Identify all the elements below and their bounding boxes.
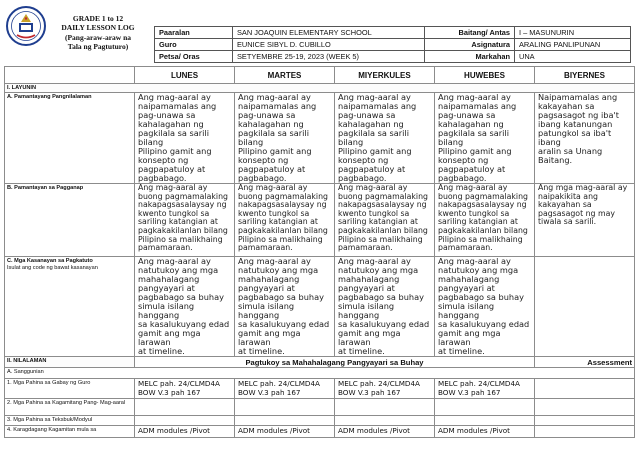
baitang-label: Baitang/ Antas: [425, 27, 515, 39]
petsa-value: SETYEMBRE 25-19, 2023 (WEEK 5): [233, 51, 425, 63]
cell-text-line: pagkilala sa sarili bilang: [138, 128, 209, 147]
cell-text-line: kwento tungkol sa: [438, 208, 510, 218]
cell-text-line: buong pagmamalaking: [338, 191, 428, 201]
cell-text-line: pamamaraan.: [138, 243, 193, 253]
cell-text-line: at timeline.: [338, 346, 385, 356]
cell-text-line: pagbabago.: [438, 173, 487, 183]
cell-text-line: pagkilala sa sarili bilang: [338, 128, 409, 147]
kagamitang-tuesday: [235, 399, 335, 416]
cell-text-line: kakayahan sa: [538, 101, 595, 111]
cell-text-line: sariling katangian at: [438, 217, 518, 227]
cell-text-line: Naipamamalas ang: [538, 92, 618, 102]
cell-text-line: Pilipino gamit ang: [138, 146, 212, 156]
pagganap-monday: [135, 184, 235, 257]
cell-text-line: naipamamalas ang: [338, 101, 417, 111]
gabay-monday: [135, 379, 235, 399]
cell-text-line: pagkilala sa sarili bilang: [438, 128, 509, 147]
cell-text-line: sariling katangian at: [138, 217, 218, 227]
cell-text-line: Ang mag-aaral ay: [338, 92, 411, 102]
day-tuesday: MARTES: [235, 67, 335, 84]
cell-text-line: Ang mag-aaral ay: [438, 92, 511, 102]
pangnilalaman-friday: [535, 93, 635, 184]
cell-text-line: simula isilang hanggang: [438, 301, 495, 320]
karagdagang-row: [5, 426, 635, 438]
cell-text-line: at timeline.: [238, 346, 285, 356]
cell-text-line: gamit ang mga larawan: [238, 328, 301, 347]
cell-text-line: pangyayari at: [238, 283, 295, 293]
cell-text-line: BOW V.3 pah 167: [338, 387, 401, 397]
cell-text-line: buong pagmamalaking: [438, 191, 528, 201]
pamantayan-sa-pagganap-label: [5, 184, 135, 257]
cell-text-line: kahalagahan ng: [238, 119, 304, 129]
pangnilalaman-wednesday: [335, 93, 435, 184]
school-info-row: [155, 39, 631, 51]
cell-text-line: pag-unawa sa: [438, 110, 496, 120]
cell-text-line: BOW V.3 pah 167: [138, 387, 201, 397]
cell-text-line: MELC pah. 24/CLMD4A: [338, 379, 420, 389]
pangnilalaman-thursday: [435, 93, 535, 184]
cell-text-line: MELC pah. 24/CLMD4A: [438, 379, 520, 389]
day-friday: BIYERNES: [535, 67, 635, 84]
cell-text-line: pagpapatuloy at: [138, 164, 206, 174]
cell-text-line: pamamaraan.: [338, 243, 393, 253]
cell-text-line: natutukoy ang mga: [138, 265, 219, 275]
cell-text-line: konsepto ng: [338, 155, 389, 165]
row-label-text: A. Pamantayang Pangnilalaman: [7, 94, 92, 100]
dll-title-line: Tala ng Pagtuturo): [67, 42, 129, 52]
dll-title-line: DAILY LESSON LOG: [61, 23, 135, 33]
cell-text-line: mahahalagang: [438, 274, 500, 284]
cell-text-line: sa kasalukuyang edad: [438, 319, 530, 329]
cell-text-line: mahahalagang: [238, 274, 300, 284]
cell-text-line: gamit ang mga larawan: [138, 328, 201, 347]
lesson-log-table: [4, 66, 635, 438]
cell-text-line: Ang mag-aaral ay: [238, 92, 311, 102]
baitang-value: I – MASUNURIN: [515, 27, 631, 39]
cell-text-line: sa kasalukuyang edad: [138, 319, 230, 329]
cell-text-line: natutukoy ang mga: [338, 265, 419, 275]
pagganap-tuesday: [235, 184, 335, 257]
cell-text-line: Pilipino gamit ang: [338, 146, 412, 156]
pagganap-thursday: [435, 184, 535, 257]
cell-text-line: pamamaraan.: [238, 243, 293, 253]
cell-text-line: sariling katangian at: [238, 217, 318, 227]
cell-text-line: pagkilala sa sarili bilang: [238, 128, 309, 147]
teksbuk-wednesday: [335, 416, 435, 426]
paaralan-label: Paaralan: [155, 27, 233, 39]
assessment-label: Assessment: [535, 357, 635, 368]
paaralan-value: SAN JOAQUIN ELEMENTARY SCHOOL: [233, 27, 425, 39]
cell-text-line: Ang mag-aaral ay: [138, 256, 211, 266]
cell-text-line: natutukoy ang mga: [238, 265, 319, 275]
cell-text-line: pagbabago.: [138, 173, 187, 183]
cell-text-line: kahalagahan ng: [338, 119, 404, 129]
sanggunian-row: [5, 368, 635, 379]
gabay-row: [5, 379, 635, 399]
cell-text-line: Ang mag-aaral ay: [238, 256, 311, 266]
row-label-text: C. Mga Kasanayan sa Pagkatuto: [7, 258, 93, 264]
cell-text-line: nakapagsasalaysay ng: [138, 200, 227, 210]
gabay-wednesday: [335, 379, 435, 399]
cell-text-line: ibang katanungan: [538, 119, 613, 129]
markahan-label: Markahan: [425, 51, 515, 63]
pamantayang-pangnilalaman-label: [5, 93, 135, 184]
nilalaman-row: [5, 357, 635, 368]
cell-text-line: pagkakakilanlan bilang: [438, 225, 528, 235]
cell-text-line: Ang mag-aaral ay: [238, 183, 308, 192]
kasanayan-wednesday: [335, 257, 435, 357]
cell-text-line: at timeline.: [438, 346, 485, 356]
cell-text-line: konsepto ng: [238, 155, 289, 165]
cell-text-line: nakapagsasalaysay ng: [438, 200, 527, 210]
gabay-friday: [535, 379, 635, 399]
cell-text-line: nakapagsasalaysay ng: [338, 200, 427, 210]
kasanayan-monday: [135, 257, 235, 357]
cell-text-line: pagpapatuloy at: [238, 164, 306, 174]
day-header-row: [5, 67, 635, 84]
day-thursday: HUWEBES: [435, 67, 535, 84]
cell-text-line: tiwala sa sarili.: [538, 217, 597, 227]
deped-seal-icon: [6, 6, 46, 46]
cell-text-line: at timeline.: [138, 346, 185, 356]
school-info-row: [155, 27, 631, 39]
cell-text-line: pagpapatuloy at: [338, 164, 406, 174]
cell-text-line: naipamamalas ang: [438, 101, 517, 111]
cell-text-line: aralin sa Unang Baitang.: [538, 146, 603, 165]
cell-text-line: simula isilang hanggang: [138, 301, 195, 320]
asignatura-value: ARALING PANLIPUNAN: [515, 39, 631, 51]
karagdagang-wednesday: ADM modules /Pivot: [335, 426, 435, 438]
cell-text-line: BOW V.3 pah 167: [238, 387, 301, 397]
karagdagang-thursday: ADM modules /Pivot: [435, 426, 535, 438]
cell-text-line: pagbabago.: [338, 173, 387, 183]
cell-text-line: pagkakakilanlan bilang: [138, 225, 228, 235]
cell-text-line: gamit ang mga larawan: [438, 328, 501, 347]
cell-text-line: kwento tungkol sa: [238, 208, 310, 218]
kasanayan-friday: [535, 257, 635, 357]
day-monday: LUNES: [135, 67, 235, 84]
gabay-tuesday: [235, 379, 335, 399]
cell-text-line: konsepto ng: [438, 155, 489, 165]
cell-text-line: MELC pah. 24/CLMD4A: [238, 379, 320, 389]
cell-text-line: pamamaraan.: [438, 243, 493, 253]
school-info-table: [154, 26, 631, 63]
karagdagang-tuesday: ADM modules /Pivot: [235, 426, 335, 438]
kagamitang-label: 2. Mga Pahina sa Kagamitang Pang- Mag-aaral: [5, 399, 135, 416]
teksbuk-label: 3. Mga Pahina sa Teksbuk/Modyul: [5, 416, 135, 426]
cell-text-line: pagpapatuloy at: [438, 164, 506, 174]
layunin-section-label: I. LAYUNIN: [5, 84, 635, 93]
cell-text-line: naipamamalas ang: [238, 101, 317, 111]
cell-text-line: kwento tungkol sa: [338, 208, 410, 218]
cell-text-line: konsepto ng: [138, 155, 189, 165]
cell-text-line: pangyayari at: [438, 283, 495, 293]
cell-text-line: nakapagsasalaysay ng: [238, 200, 327, 210]
cell-text-line: Ang mag-aaral ay: [438, 256, 511, 266]
cell-text-line: gamit ang mga larawan: [338, 328, 401, 347]
karagdagang-friday: [535, 426, 635, 438]
kasanayan-row: [5, 257, 635, 357]
kagamitang-wednesday: [335, 399, 435, 416]
cell-text-line: pagbabago sa buhay: [338, 292, 424, 302]
row-sublabel: Isulat ang code ng bawat kasanayan: [7, 264, 98, 271]
cell-text-line: Ang mag-aaral ay: [138, 92, 211, 102]
cell-text-line: naipamamalas ang: [138, 101, 217, 111]
cell-text-line: pag-unawa sa: [138, 110, 196, 120]
dll-title-line: GRADE 1 to 12: [72, 14, 124, 23]
gabay-thursday: [435, 379, 535, 399]
cell-text-line: pagbabago sa buhay: [438, 292, 524, 302]
cell-text-line: pagsasagot ng may: [538, 208, 615, 218]
teksbuk-monday: [135, 416, 235, 426]
kagamitang-thursday: [435, 399, 535, 416]
cell-text-line: mahahalagang: [338, 274, 400, 284]
kasanayan-label: [5, 257, 135, 357]
petsa-label: Petsa/ Oras: [155, 51, 233, 63]
cell-text-line: MELC pah. 24/CLMD4A: [138, 379, 220, 389]
cell-text-line: kahalagahan ng: [438, 119, 504, 129]
day-wednesday: MIYERKULES: [335, 67, 435, 84]
cell-text-line: buong pagmamalaking: [138, 191, 228, 201]
cell-text-line: pagbabago.: [238, 173, 287, 183]
cell-text-line: sariling katangian at: [338, 217, 418, 227]
cell-text-line: mahahalagang: [138, 274, 200, 284]
cell-text-line: sa kasalukuyang edad: [338, 319, 430, 329]
teksbuk-friday: [535, 416, 635, 426]
guro-value: EUNICE SIBYL D. CUBILLO: [233, 39, 425, 51]
kagamitang-friday: [535, 399, 635, 416]
pangnilalaman-tuesday: [235, 93, 335, 184]
cell-text-line: naipakikita ang: [538, 191, 598, 201]
kasanayan-thursday: [435, 257, 535, 357]
pagganap-wednesday: [335, 184, 435, 257]
dll-title-line: (Pang-araw-araw na: [64, 32, 132, 42]
kasanayan-tuesday: [235, 257, 335, 357]
cell-text-line: pangyayari at: [338, 283, 395, 293]
cell-text-line: kwento tungkol sa: [138, 208, 210, 218]
cell-text-line: natutukoy ang mga: [438, 265, 519, 275]
cell-text-line: Pilipino sa malikhaing: [238, 234, 323, 244]
cell-text-line: Pilipino sa malikhaing: [438, 234, 523, 244]
cell-text-line: pagsasagot ng iba't: [538, 110, 619, 120]
gabay-label: 1. Mga Pahina sa Gabay ng Guro: [5, 379, 135, 399]
cell-text-line: simula isilang hanggang: [338, 301, 395, 320]
sanggunian-label: A. Sanggunian: [5, 368, 635, 379]
cell-text-line: pagbabago sa buhay: [238, 292, 324, 302]
cell-text-line: Ang mga mag-aaral ay: [538, 183, 628, 192]
karagdagang-label: 4. Karagdagang Kagamitan mula sa: [5, 426, 135, 438]
cell-text-line: pangyayari at: [138, 283, 195, 293]
teksbuk-thursday: [435, 416, 535, 426]
cell-text-line: Pilipino gamit ang: [238, 146, 312, 156]
cell-text-line: Pilipino sa malikhaing: [338, 234, 423, 244]
cell-text-line: pag-unawa sa: [238, 110, 296, 120]
nilalaman-label: II. NILALAMAN: [5, 357, 135, 368]
teksbuk-row: [5, 416, 635, 426]
pamantayan-sa-pagganap-row: [5, 184, 635, 257]
cell-text-line: BOW V.3 pah 167: [438, 387, 501, 397]
teksbuk-tuesday: [235, 416, 335, 426]
cell-text-line: patungkol sa iba't ibang: [538, 128, 612, 147]
pamantayang-pangnilalaman-row: [5, 93, 635, 184]
dll-title: [44, 14, 152, 52]
cell-text-line: Ang mag-aaral ay: [138, 183, 208, 192]
kagamitang-row: [5, 399, 635, 416]
cell-text-line: Ang mag-aaral ay: [338, 183, 408, 192]
nilalaman-title: Pagtukoy sa Mahahalagang Pangyayari sa Buhay: [135, 357, 535, 368]
asignatura-label: Asignatura: [425, 39, 515, 51]
cell-text-line: pag-unawa sa: [338, 110, 396, 120]
cell-text-line: Ang mag-aaral ay: [438, 183, 508, 192]
cell-text-line: Pilipino sa malikhaing: [138, 234, 223, 244]
karagdagang-monday: ADM modules /Pivot: [135, 426, 235, 438]
school-info-row: [155, 51, 631, 63]
markahan-value: UNA: [515, 51, 631, 63]
cell-text-line: Pilipino gamit ang: [438, 146, 512, 156]
cell-text-line: pagkakakilanlan bilang: [238, 225, 328, 235]
corner-cell: [5, 67, 135, 84]
cell-text-line: sa kasalukuyang edad: [238, 319, 330, 329]
kagamitang-monday: [135, 399, 235, 416]
cell-text-line: pagkakakilanlan bilang: [338, 225, 428, 235]
cell-text-line: kakayahan sa: [538, 200, 592, 210]
row-label-text: B. Pamantayan sa Pagganap: [7, 185, 84, 191]
cell-text-line: Ang mag-aaral ay: [338, 256, 411, 266]
cell-text-line: kahalagahan ng: [138, 119, 204, 129]
cell-text-line: pagbabago sa buhay: [138, 292, 224, 302]
guro-label: Guro: [155, 39, 233, 51]
layunin-section-row: [5, 84, 635, 93]
pangnilalaman-monday: [135, 93, 235, 184]
lesson-log-header: [4, 4, 634, 66]
cell-text-line: buong pagmamalaking: [238, 191, 328, 201]
pagganap-friday: [535, 184, 635, 257]
cell-text-line: simula isilang hanggang: [238, 301, 295, 320]
